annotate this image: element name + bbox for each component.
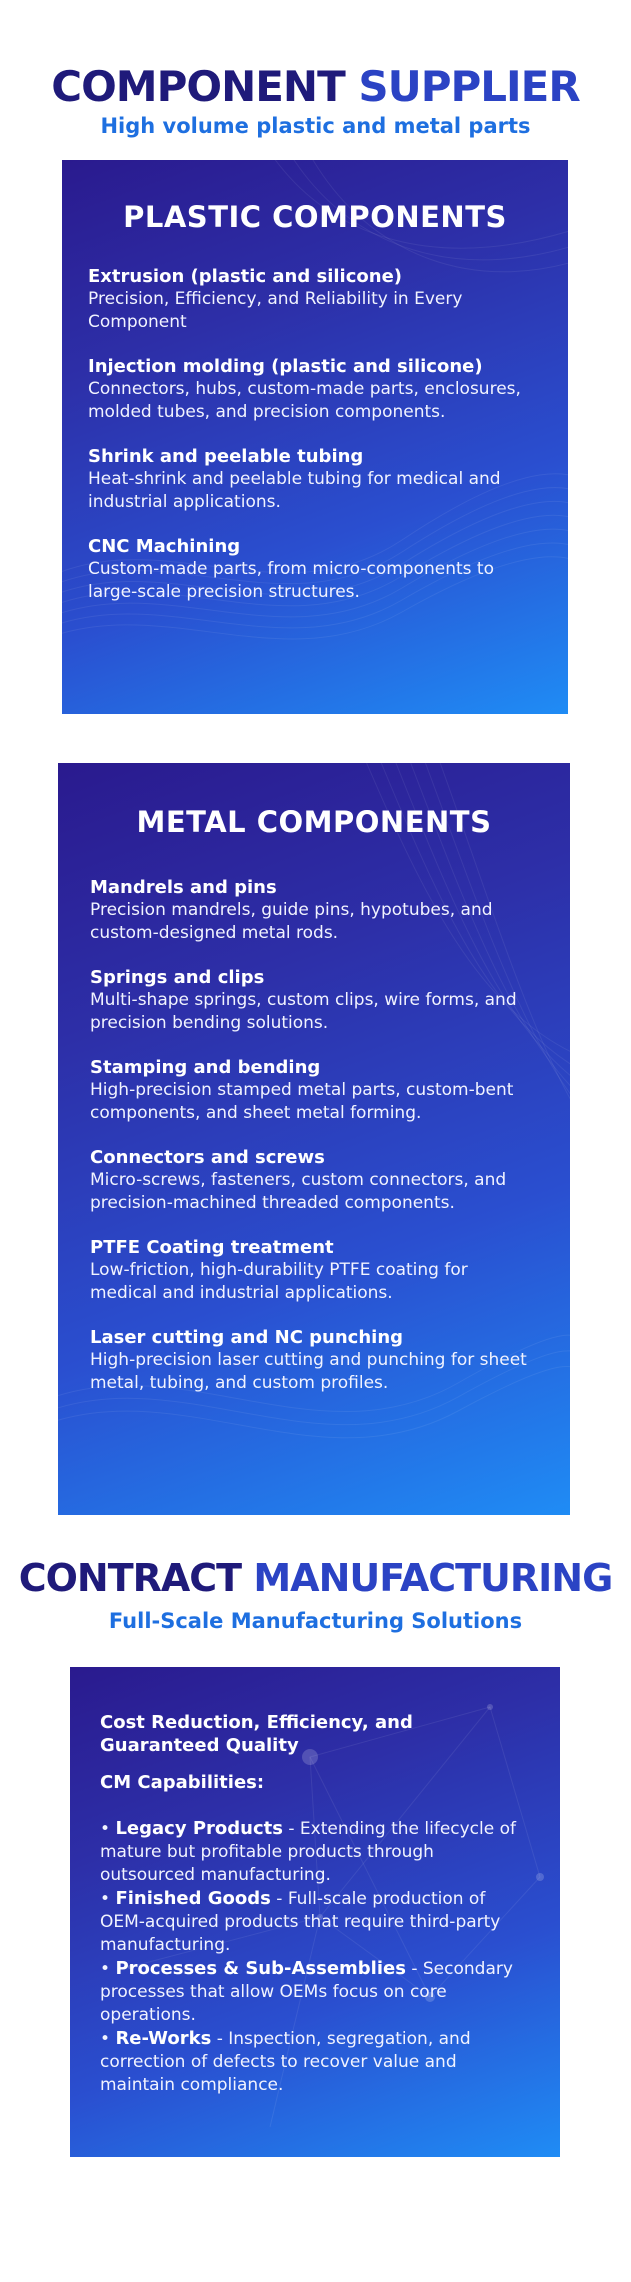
capability-desc: - Inspection, segregation, and correction of defects to recover value and maintain compliance. — [100, 2029, 471, 2095]
list-item: • Legacy Products - Extending the lifecycle of mature but profitable products through outsourced manufacturing. — [100, 1818, 516, 1885]
capability-name: Legacy Products — [115, 1818, 283, 1839]
metal-item-desc: Low-friction, high-durability PTFE coating for medical and industrial applications. — [90, 1260, 468, 1303]
plastic-item-desc: Heat-shrink and peelable tubing for medical and industrial applications. — [88, 469, 501, 512]
capability-desc: - Extending the lifecycle of mature but profitable products through outsourced manufacturing. — [100, 1819, 516, 1885]
metal-item-desc: Multi-shape springs, custom clips, wire forms, and precision bending solutions. — [90, 990, 517, 1033]
cm-capabilities-label: CM Capabilities: — [100, 1772, 265, 1793]
capability-desc: - Full-scale production of OEM-acquired products that require third-party manufacturing. — [100, 1889, 501, 1955]
capability-name: Re-Works — [115, 2028, 212, 2049]
plastic-item — [88, 446, 542, 514]
metal-item-title: PTFE Coating treatment — [90, 1237, 334, 1258]
metal-item — [90, 1057, 538, 1125]
metal-item-desc: High-precision stamped metal parts, custom-bent components, and sheet metal forming. — [90, 1080, 514, 1123]
cm-intro: Cost Reduction, Efficiency, and Guaranteed Quality — [100, 1712, 413, 1756]
main-title-part1: COMPONENT — [51, 62, 345, 111]
contract-manufacturing-title — [0, 1556, 631, 1600]
metal-item-desc: Micro-screws, fasteners, custom connectors, and precision-machined threaded components. — [90, 1170, 507, 1213]
plastic-components-title: PLASTIC COMPONENTS — [123, 200, 507, 234]
plastic-components-card — [62, 160, 568, 714]
plastic-item-desc: Precision, Efficiency, and Reliability in Every Component — [88, 289, 463, 332]
main-title — [0, 62, 631, 111]
metal-item-desc: Precision mandrels, guide pins, hypotubes, and custom-designed metal rods. — [90, 900, 493, 943]
list-item: • Finished Goods - Full-scale production of OEM-acquired products that require third-party manufacturing. — [100, 1888, 501, 1955]
metal-item — [90, 1237, 538, 1305]
metal-item-title: Laser cutting and NC punching — [90, 1327, 404, 1348]
metal-item — [90, 1147, 538, 1215]
plastic-item-title: Shrink and peelable tubing — [88, 446, 364, 467]
metal-item — [90, 877, 538, 945]
list-item: • Re-Works - Inspection, segregation, and correction of defects to recover value and maintain compliance. — [100, 2028, 471, 2095]
plastic-item-title: CNC Machining — [88, 536, 241, 557]
plastic-item — [88, 266, 542, 334]
cm-title-part2: MANUFACTURING — [253, 1556, 613, 1600]
plastic-item-desc: Connectors, hubs, custom-made parts, enclosures, molded tubes, and precision components. — [88, 379, 521, 422]
metal-item — [90, 1327, 538, 1395]
metal-components-card — [58, 763, 570, 1515]
plastic-item — [88, 356, 542, 424]
contract-manufacturing-card — [70, 1667, 560, 2157]
capability-desc: - Secondary processes that allow OEMs focus on core operations. — [100, 1959, 513, 2025]
metal-item-title: Mandrels and pins — [90, 877, 277, 898]
cm-capabilities-list — [100, 1817, 530, 2097]
contract-manufacturing-subtitle: Full-Scale Manufacturing Solutions — [108, 1609, 523, 1633]
metal-item — [90, 967, 538, 1035]
capability-name: Finished Goods — [115, 1888, 271, 1909]
metal-item-title: Connectors and screws — [90, 1147, 325, 1168]
main-subtitle: High volume plastic and metal parts — [100, 114, 531, 138]
plastic-item-title: Extrusion (plastic and silicone) — [88, 266, 403, 287]
metal-item-title: Stamping and bending — [90, 1057, 321, 1078]
capability-name: Processes & Sub-Assemblies — [115, 1958, 406, 1979]
metal-item-desc: High-precision laser cutting and punching for sheet metal, tubing, and custom profiles. — [90, 1350, 527, 1393]
main-title-part2: SUPPLIER — [358, 62, 580, 111]
metal-item-title: Springs and clips — [90, 967, 265, 988]
metal-components-title: METAL COMPONENTS — [136, 805, 492, 839]
plastic-item-title: Injection molding (plastic and silicone) — [88, 356, 483, 377]
plastic-item-desc: Custom-made parts, from micro-components to large-scale precision structures. — [88, 559, 494, 602]
list-item: • Processes & Sub-Assemblies - Secondary processes that allow OEMs focus on core operations. — [100, 1958, 513, 2025]
plastic-item — [88, 536, 542, 604]
cm-title-part1: CONTRACT — [18, 1556, 242, 1600]
